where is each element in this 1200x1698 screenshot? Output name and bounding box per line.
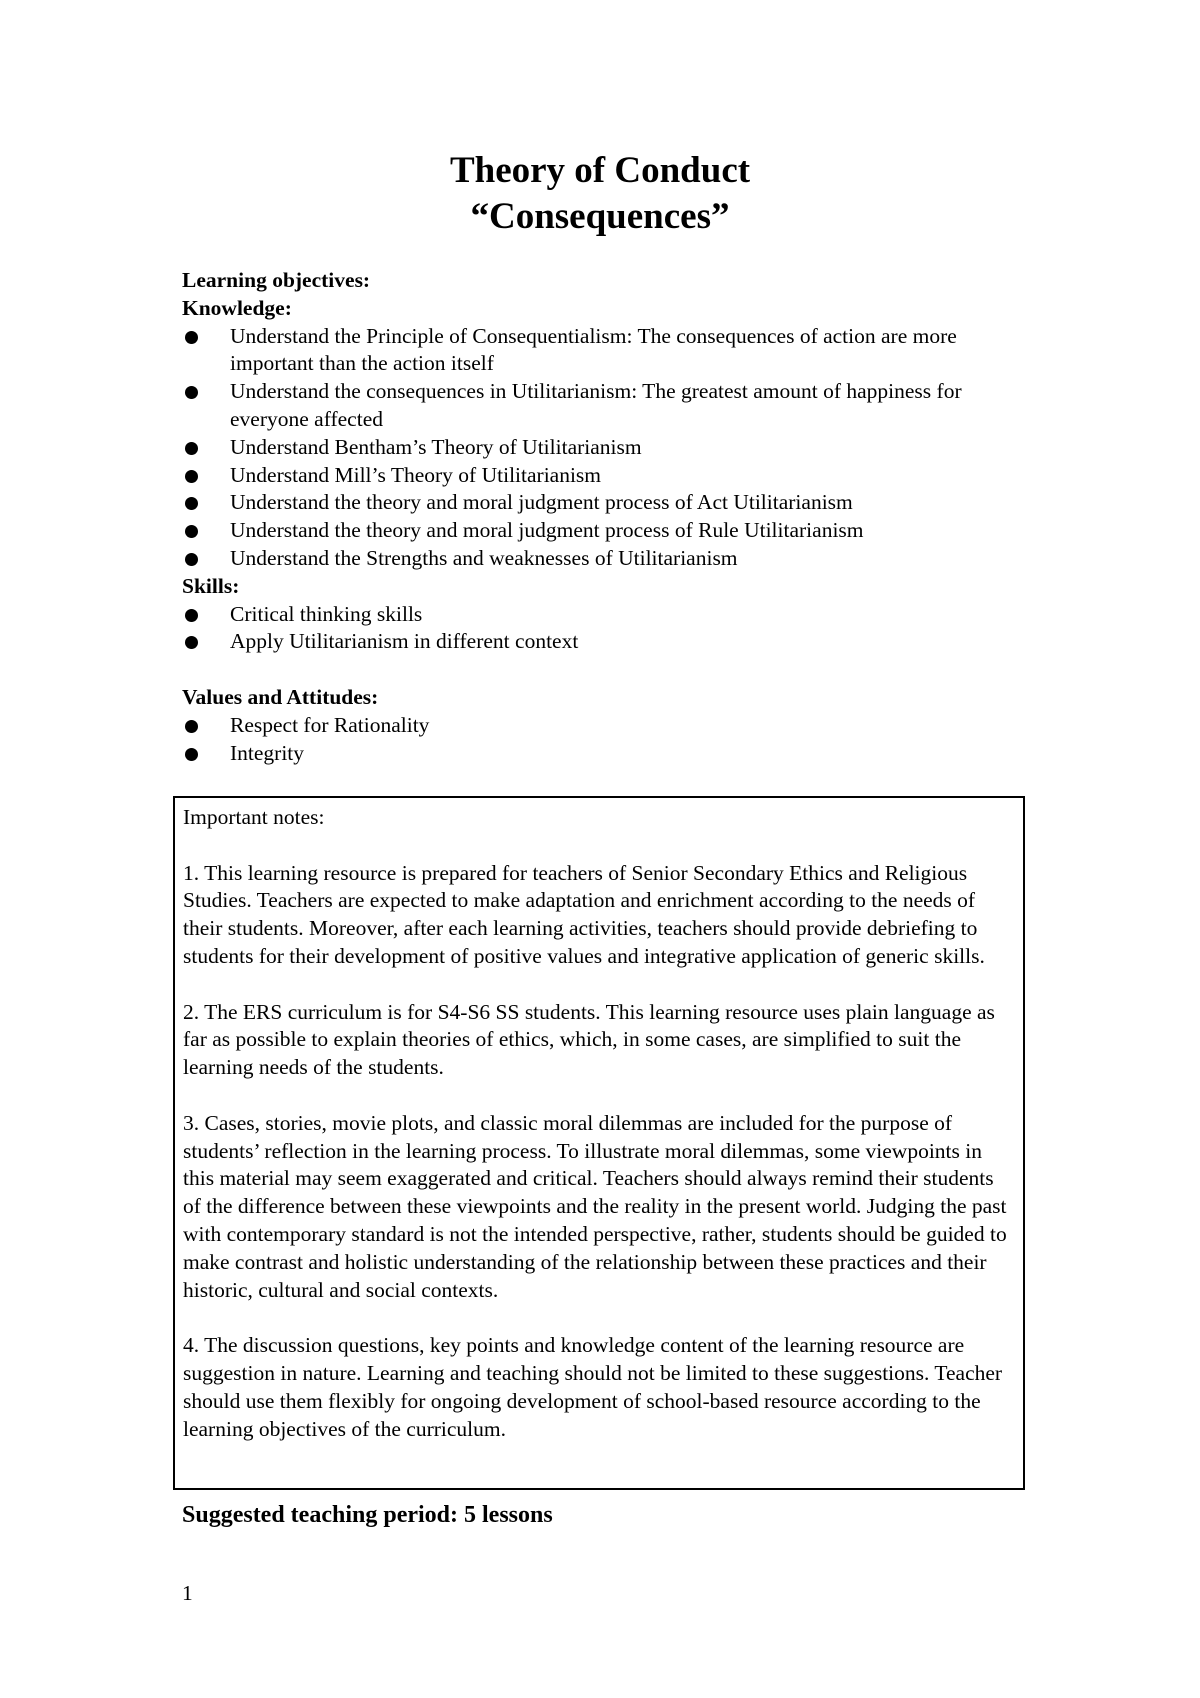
list-item-text: Understand the Principle of Consequentialism: The consequences of action are more important than the action itself bbox=[230, 323, 957, 376]
page-subtitle: “Consequences” bbox=[470, 196, 730, 237]
list-item-text: Understand the theory and moral judgment process of Rule Utilitarianism bbox=[230, 518, 864, 543]
spacer bbox=[182, 656, 1042, 684]
list-item-text: Respect for Rationality bbox=[230, 712, 430, 737]
bullet-icon bbox=[185, 497, 198, 510]
notes-heading: Important notes: bbox=[183, 805, 325, 829]
bullet-icon bbox=[185, 609, 198, 622]
page-title: Theory of Conduct bbox=[449, 150, 751, 191]
note-paragraph: 3. Cases, stories, movie plots, and classic moral dilemmas are included for the purpose of students’ reflection in the learning process. To illustrate moral dilemmas, some viewpoints in this material may seem exaggerated and critical. Teachers should always remind their students of the difference between these viewpoints and the reality in the present world. Judging the past with contemporary standard is not the intended perspective, rather, students should be guided to make contrast and holistic understanding of the relationship between these practices and their historic, cultural and social contexts. bbox=[183, 1110, 1007, 1302]
bullet-icon bbox=[185, 331, 198, 344]
list-item bbox=[182, 740, 1020, 768]
list-item-text: Understand Mill’s Theory of Utilitarianism bbox=[230, 462, 602, 487]
list-item bbox=[182, 489, 1020, 517]
skills-heading: Skills: bbox=[182, 573, 240, 598]
knowledge-heading: Knowledge: bbox=[182, 295, 292, 320]
list-item bbox=[182, 712, 1020, 740]
important-notes-box bbox=[173, 796, 1025, 1490]
list-item-text: Understand the consequences in Utilitarianism: The greatest amount of happiness for everyone affected bbox=[230, 379, 962, 431]
list-item-text: Understand the theory and moral judgment process of Act Utilitarianism bbox=[230, 490, 853, 515]
list-item bbox=[182, 517, 1020, 545]
bullet-icon bbox=[185, 636, 198, 649]
list-item bbox=[182, 434, 1020, 462]
bullet-icon bbox=[185, 386, 198, 399]
bullet-icon bbox=[185, 442, 198, 455]
values-list bbox=[182, 712, 1042, 768]
list-item-text: Understand the Strengths and weaknesses of Utilitarianism bbox=[230, 545, 738, 570]
list-item-text: Integrity bbox=[230, 740, 305, 765]
values-heading: Values and Attitudes: bbox=[182, 684, 379, 709]
list-item bbox=[182, 601, 1020, 629]
note-paragraph: 2. The ERS curriculum is for S4-S6 SS students. This learning resource uses plain language as far as possible to explain theories of ethics, which, in some cases, are simplified to suit the learning needs of the students. bbox=[183, 999, 995, 1080]
skills-list bbox=[182, 601, 1042, 657]
bullet-icon bbox=[185, 525, 198, 538]
learning-objectives-heading: Learning objectives: bbox=[182, 268, 371, 292]
list-item-text: Understand Bentham’s Theory of Utilitarianism bbox=[230, 434, 642, 459]
list-item-text: Apply Utilitarianism in different context bbox=[230, 629, 579, 654]
list-item bbox=[182, 628, 1020, 656]
knowledge-list bbox=[182, 323, 1042, 573]
suggested-teaching-period: Suggested teaching period: 5 lessons bbox=[182, 1502, 553, 1528]
bullet-icon bbox=[185, 720, 198, 733]
note-paragraph: 4. The discussion questions, key points and knowledge content of the learning resource are suggestion in nature. Learning and teaching should not be limited to these suggestions. Teacher should use them flexibly for ongoing development of school-based resource according to the learning objectives of the curriculum. bbox=[183, 1333, 1003, 1441]
list-item bbox=[182, 545, 1020, 573]
list-item-text: Critical thinking skills bbox=[230, 601, 423, 626]
list-item bbox=[182, 323, 1020, 379]
bullet-icon bbox=[185, 470, 198, 483]
page-number: 1 bbox=[182, 1581, 193, 1605]
bullet-icon bbox=[185, 553, 198, 566]
bullet-icon bbox=[185, 748, 198, 761]
objectives-section bbox=[182, 267, 1042, 767]
list-item bbox=[182, 378, 1020, 434]
list-item bbox=[182, 462, 1020, 490]
note-paragraph: 1. This learning resource is prepared for teachers of Senior Secondary Ethics and Religious Studies. Teachers are expected to make adaptation and enrichment according to the needs of their students. Moreover, after each learning activities, teachers should provide debriefing to students for their development of positive values and integrative application of generic skills. bbox=[183, 860, 985, 968]
